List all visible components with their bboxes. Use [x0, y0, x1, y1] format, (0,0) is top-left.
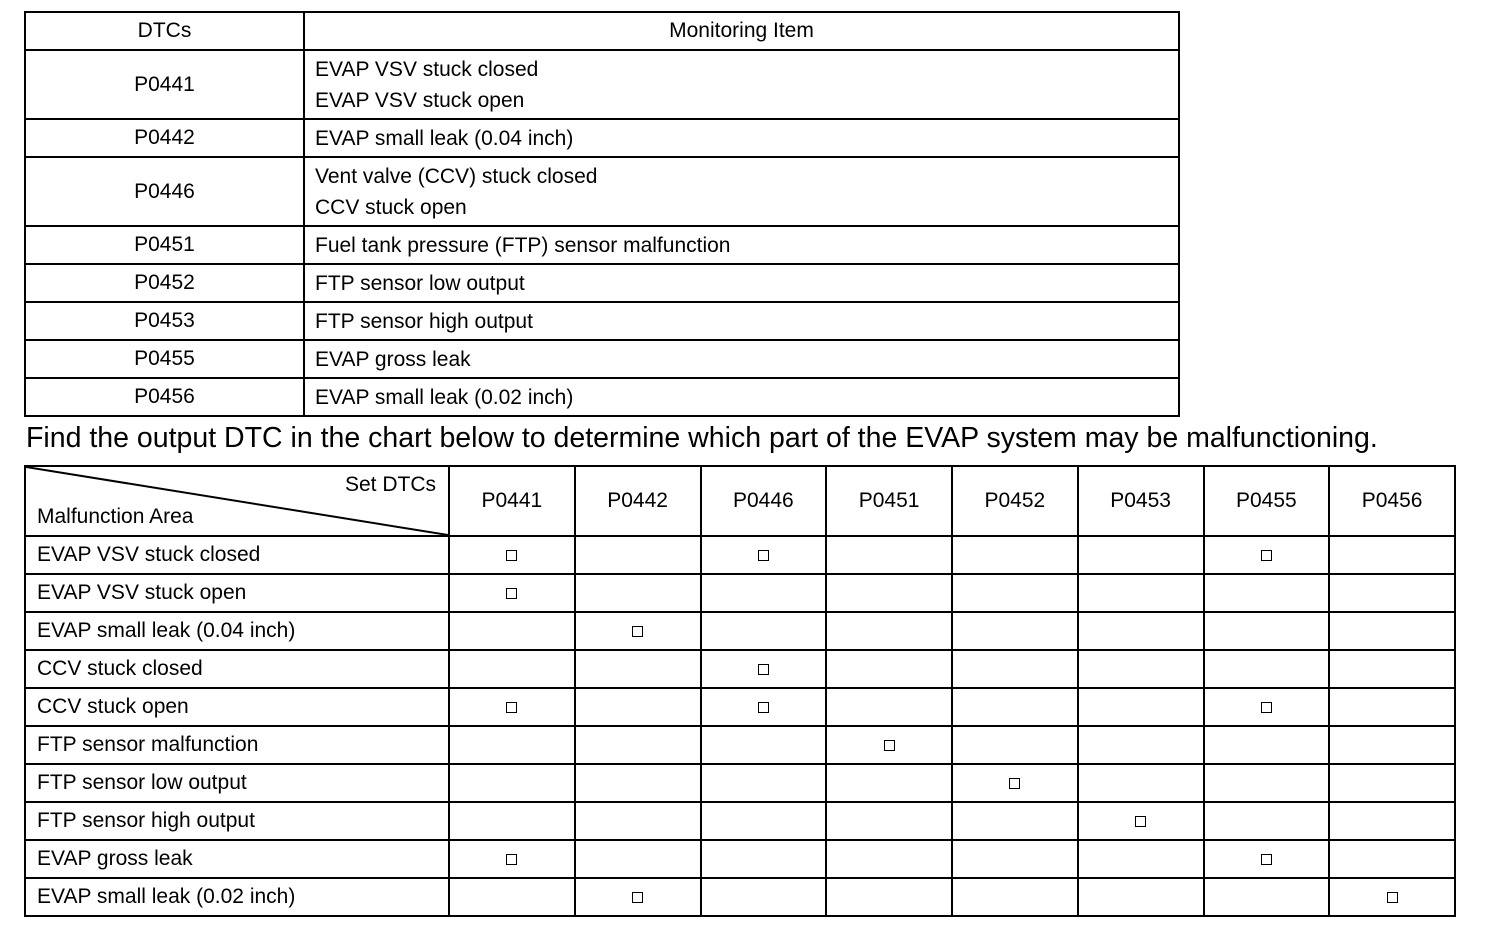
- diagonal-header-cell: [25, 466, 449, 536]
- checkbox-square-icon: [632, 892, 643, 903]
- table-row: [25, 650, 1455, 688]
- matrix-cell: [1329, 840, 1455, 878]
- dtc-column-header: P0442: [575, 466, 701, 536]
- matrix-cell: [1329, 726, 1455, 764]
- checkbox-square-icon: [506, 702, 517, 713]
- matrix-cell: [575, 802, 701, 840]
- matrix-cell: [952, 688, 1078, 726]
- malfunction-area: CCV stuck closed: [25, 650, 449, 688]
- table-row: [25, 264, 1179, 302]
- checkbox-square-icon: [758, 702, 769, 713]
- checkbox-square-icon: [632, 626, 643, 637]
- instruction-text: Find the output DTC in the chart below to determine which part of the EVAP system may be malfunctioning.: [26, 422, 1378, 454]
- matrix-cell: [1204, 726, 1330, 764]
- matrix-cell: [1204, 688, 1330, 726]
- checkbox-square-icon: [1261, 550, 1272, 561]
- column-header: DTCs: [25, 12, 304, 50]
- matrix-cell: [575, 878, 701, 916]
- matrix-cell: [1204, 878, 1330, 916]
- monitoring-item-line: EVAP gross leak: [315, 347, 471, 371]
- matrix-cell: [449, 726, 575, 764]
- matrix-cell: [826, 840, 952, 878]
- matrix-cell: [1204, 764, 1330, 802]
- matrix-cell: [1078, 764, 1204, 802]
- matrix-cell: [826, 574, 952, 612]
- matrix-cell: [1329, 802, 1455, 840]
- checkbox-square-icon: [1135, 816, 1146, 827]
- matrix-cell: [1204, 536, 1330, 574]
- dtc-column-header: P0441: [449, 466, 575, 536]
- monitoring-item-line: Fuel tank pressure (FTP) sensor malfunction: [315, 233, 731, 257]
- matrix-cell: [1078, 802, 1204, 840]
- dtc-code: P0456: [25, 378, 304, 416]
- matrix-cell: [952, 802, 1078, 840]
- table-row: [25, 378, 1179, 416]
- monitoring-item: [304, 340, 1179, 378]
- matrix-cell: [826, 650, 952, 688]
- monitoring-item-line: EVAP small leak (0.04 inch): [315, 126, 574, 150]
- monitoring-item-line: EVAP small leak (0.02 inch): [315, 385, 574, 409]
- checkbox-square-icon: [1261, 702, 1272, 713]
- matrix-cell: [449, 802, 575, 840]
- matrix-cell: [1204, 574, 1330, 612]
- matrix-cell: [952, 878, 1078, 916]
- matrix-cell: [575, 840, 701, 878]
- dtc-column-header: P0451: [826, 466, 952, 536]
- matrix-cell: [449, 536, 575, 574]
- matrix-cell: [1329, 688, 1455, 726]
- table-row: [25, 688, 1455, 726]
- matrix-cell: [449, 574, 575, 612]
- dtc-column-header: P0446: [701, 466, 827, 536]
- checkbox-square-icon: [1009, 778, 1020, 789]
- monitoring-item: [304, 226, 1179, 264]
- matrix-cell: [1329, 650, 1455, 688]
- matrix-cell: [1329, 536, 1455, 574]
- matrix-cell: [1078, 650, 1204, 688]
- checkbox-square-icon: [884, 740, 895, 751]
- matrix-cell: [701, 650, 827, 688]
- monitoring-item-line: Vent valve (CCV) stuck closed: [315, 164, 598, 188]
- monitoring-item: [304, 50, 1179, 119]
- matrix-cell: [1078, 536, 1204, 574]
- monitoring-item: [304, 264, 1179, 302]
- matrix-cell: [701, 726, 827, 764]
- matrix-cell: [826, 726, 952, 764]
- table-row: [25, 574, 1455, 612]
- matrix-cell: [575, 688, 701, 726]
- monitoring-item-line: EVAP VSV stuck open: [315, 88, 525, 112]
- dtc-column-header: P0455: [1204, 466, 1330, 536]
- dtc-code: P0446: [25, 157, 304, 226]
- matrix-cell: [575, 650, 701, 688]
- malfunction-area: EVAP VSV stuck open: [25, 574, 449, 612]
- table-row: [25, 536, 1455, 574]
- dtc-code: P0452: [25, 264, 304, 302]
- malfunction-area: EVAP VSV stuck closed: [25, 536, 449, 574]
- matrix-cell: [575, 612, 701, 650]
- matrix-cell: [449, 688, 575, 726]
- matrix-cell: [449, 650, 575, 688]
- malfunction-area: FTP sensor low output: [25, 764, 449, 802]
- monitoring-item-line: FTP sensor low output: [315, 271, 525, 295]
- checkbox-square-icon: [758, 550, 769, 561]
- monitoring-item: [304, 119, 1179, 157]
- dtc-column-header: P0452: [952, 466, 1078, 536]
- table-header-row: [25, 12, 1179, 50]
- matrix-cell: [952, 536, 1078, 574]
- matrix-cell: [701, 878, 827, 916]
- monitoring-item-line: CCV stuck open: [315, 195, 467, 219]
- dtc-code: P0451: [25, 226, 304, 264]
- matrix-cell: [1078, 878, 1204, 916]
- matrix-cell: [1078, 612, 1204, 650]
- table-row: [25, 764, 1455, 802]
- dtc-column-header: P0456: [1329, 466, 1455, 536]
- matrix-cell: [952, 574, 1078, 612]
- matrix-cell: [1078, 726, 1204, 764]
- checkbox-square-icon: [1387, 892, 1398, 903]
- malfunction-area: FTP sensor malfunction: [25, 726, 449, 764]
- checkbox-square-icon: [1261, 854, 1272, 865]
- matrix-cell: [701, 574, 827, 612]
- table-row: [25, 612, 1455, 650]
- matrix-cell: [1204, 840, 1330, 878]
- matrix-cell: [1329, 574, 1455, 612]
- dtc-monitoring-table: [24, 11, 1180, 417]
- matrix-cell: [701, 612, 827, 650]
- table-header-row: [25, 466, 1455, 536]
- matrix-cell: [701, 840, 827, 878]
- checkbox-square-icon: [758, 664, 769, 675]
- malfunction-area: EVAP small leak (0.02 inch): [25, 878, 449, 916]
- malfunction-area: FTP sensor high output: [25, 802, 449, 840]
- matrix-cell: [826, 612, 952, 650]
- matrix-cell: [449, 878, 575, 916]
- dtc-code: P0453: [25, 302, 304, 340]
- matrix-cell: [952, 840, 1078, 878]
- column-header: Monitoring Item: [304, 12, 1179, 50]
- matrix-cell: [826, 802, 952, 840]
- table-row: [25, 50, 1179, 119]
- table-row: [25, 802, 1455, 840]
- matrix-cell: [826, 764, 952, 802]
- monitoring-item: [304, 157, 1179, 226]
- matrix-cell: [1204, 612, 1330, 650]
- malfunction-area: EVAP small leak (0.04 inch): [25, 612, 449, 650]
- matrix-cell: [952, 612, 1078, 650]
- matrix-cell: [952, 650, 1078, 688]
- monitoring-item-line: FTP sensor high output: [315, 309, 533, 333]
- matrix-cell: [449, 612, 575, 650]
- matrix-cell: [1078, 574, 1204, 612]
- malfunction-matrix-table: [24, 465, 1456, 917]
- checkbox-square-icon: [506, 854, 517, 865]
- table-row: [25, 302, 1179, 340]
- matrix-cell: [575, 726, 701, 764]
- matrix-cell: [701, 764, 827, 802]
- matrix-cell: [1078, 840, 1204, 878]
- matrix-cell: [1329, 612, 1455, 650]
- malfunction-area: EVAP gross leak: [25, 840, 449, 878]
- dtc-column-header: P0453: [1078, 466, 1204, 536]
- matrix-cell: [1329, 878, 1455, 916]
- dtc-code: P0442: [25, 119, 304, 157]
- table-row: [25, 157, 1179, 226]
- table-row: [25, 840, 1455, 878]
- checkbox-square-icon: [506, 550, 517, 561]
- matrix-cell: [952, 726, 1078, 764]
- matrix-cell: [1078, 688, 1204, 726]
- table-row: [25, 226, 1179, 264]
- matrix-cell: [1329, 764, 1455, 802]
- matrix-cell: [1204, 650, 1330, 688]
- table-row: [25, 340, 1179, 378]
- matrix-cell: [826, 536, 952, 574]
- matrix-cell: [826, 878, 952, 916]
- dtc-code: P0455: [25, 340, 304, 378]
- matrix-cell: [826, 688, 952, 726]
- monitoring-item-line: EVAP VSV stuck closed: [315, 57, 539, 81]
- monitoring-item: [304, 378, 1179, 416]
- checkbox-square-icon: [506, 588, 517, 599]
- malfunction-area: CCV stuck open: [25, 688, 449, 726]
- table-row: [25, 726, 1455, 764]
- matrix-cell: [575, 764, 701, 802]
- matrix-cell: [1204, 802, 1330, 840]
- matrix-cell: [449, 840, 575, 878]
- table-row: [25, 119, 1179, 157]
- matrix-cell: [701, 688, 827, 726]
- table-row: [25, 878, 1455, 916]
- matrix-cell: [449, 764, 575, 802]
- matrix-cell: [575, 574, 701, 612]
- set-dtcs-label: Set DTCs: [344, 473, 436, 496]
- malfunction-area-label: Malfunction Area: [37, 505, 194, 528]
- monitoring-item: [304, 302, 1179, 340]
- matrix-cell: [701, 536, 827, 574]
- matrix-cell: [575, 536, 701, 574]
- matrix-cell: [701, 802, 827, 840]
- matrix-cell: [952, 764, 1078, 802]
- dtc-code: P0441: [25, 50, 304, 119]
